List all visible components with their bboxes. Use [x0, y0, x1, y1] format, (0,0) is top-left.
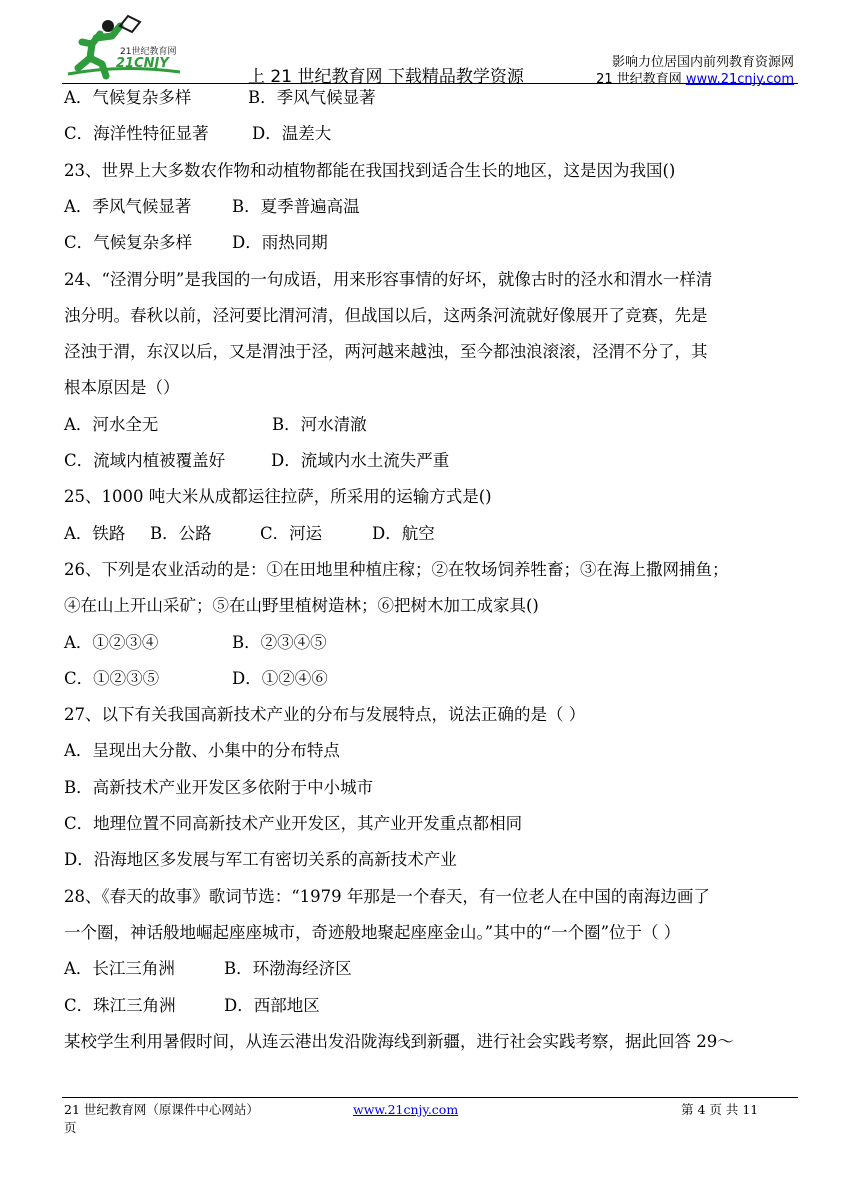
answer-option: C．海洋性特征显著 [64, 124, 209, 144]
answer-option: C．气候复杂多样 [64, 233, 193, 253]
answer-option: C．①②③⑤ [64, 668, 160, 688]
answer-option: C．流域内植被覆盖好 [64, 451, 226, 470]
header-divider [62, 83, 798, 84]
answer-option: B．季风气候显著 [248, 88, 376, 107]
footer-site-name: 21 世纪教育网（原课件中心网站） [64, 1102, 259, 1117]
answer-option: A．河水全无 [64, 414, 159, 434]
logo-text-top: 21世纪教育网 [120, 47, 177, 57]
answer-option: B．②③④⑤ [232, 632, 327, 652]
text-line: 27、以下有关我国高新技术产业的分布与发展特点，说法正确的是（ ） [64, 705, 586, 725]
text-line: C．地理位置不同高新技术产业开发区，其产业开发重点都相同 [64, 814, 523, 833]
text-line: D．沿海地区多发展与军工有密切关系的高新技术产业 [64, 850, 457, 870]
answer-option: D．西部地区 [224, 995, 320, 1015]
text-line: 根本原因是（） [64, 378, 180, 398]
header-site-name: 21 世纪教育网 [596, 72, 686, 87]
logo-text-bottom: 21CNJY [116, 56, 169, 71]
answer-option: D．雨热同期 [232, 233, 328, 253]
answer-option: C．河运 [260, 523, 323, 543]
answer-option: D．流域内水土流失严重 [271, 451, 450, 470]
answer-option: D．航空 [372, 523, 435, 543]
footer-page-number-wrap: 页 [64, 1120, 77, 1135]
header-site-link[interactable]: www.21cnjy.com [685, 72, 794, 87]
footer-page-number: 第 4 页 共 11 [681, 1102, 759, 1117]
text-line: 23、世界上大多数农作物和动植物都能在我国找到适合生长的地区，这是因为我国() [64, 160, 676, 180]
answer-option: D．①②④⑥ [232, 668, 328, 688]
answer-option: A．铁路 [64, 523, 126, 543]
answer-option: B．河水清澈 [272, 414, 367, 434]
answer-option: B．公路 [150, 523, 212, 543]
header-tagline-line2 [596, 71, 794, 88]
site-logo[interactable] [62, 14, 187, 80]
text-line: 某校学生利用暑假时间，从连云港出发沿陇海线到新疆，进行社会实践考察，据此回答 29～ [64, 1031, 734, 1051]
answer-option: A．气候复杂多样 [64, 88, 192, 107]
text-line: 泾浊于渭，东汉以后，又是渭浊于泾，两河越来越浊，至今都浊浪滚滚，泾渭不分了，其 [64, 342, 708, 362]
logo-flag [120, 16, 140, 32]
text-line: 28、《春天的故事》歌词节选：“1979 年那是一个春天，有一位老人在中国的南海边画了 [64, 886, 710, 906]
text-line: A．呈现出大分散、小集中的分布特点 [64, 741, 340, 761]
answer-option: D．温差大 [252, 124, 332, 144]
text-line: ④在山上开山采矿；⑤在山野里植树造林；⑥把树木加工成家具() [64, 596, 539, 616]
text-line: B．高新技术产业开发区多依附于中小城市 [64, 777, 374, 797]
header-tagline-line1: 影响力位居国内前列教育资源网 [611, 55, 794, 70]
answer-option: A．长江三角洲 [64, 959, 175, 979]
page-header [62, 14, 798, 87]
answer-option: B．环渤海经济区 [224, 959, 352, 979]
answer-option: A．季风气候显著 [64, 196, 192, 216]
header-title: 上 21 世纪教育网 下载精品教学资源 [248, 67, 524, 87]
text-line: 一个圈，神话般地崛起座座城市，奇迹般地聚起座座金山。”其中的“一个圈”位于（ ） [64, 922, 681, 942]
answer-option: B．夏季普遍高温 [232, 196, 360, 216]
answer-option: A．①②③④ [64, 632, 159, 652]
text-line: 26、下列是农业活动的是：①在田地里种植庄稼；②在牧场饲养牲畜；③在海上撒网捕鱼； [64, 559, 729, 579]
footer-site-link[interactable]: www.21cnjy.com [353, 1102, 459, 1117]
text-line: 25、1000 吨大米从成都运往拉萨，所采用的运输方式是() [64, 487, 492, 507]
text-line: 24、“泾渭分明”是我国的一句成语，用来形容事情的好坏，就像古时的泾水和渭水一样清 [64, 269, 713, 289]
footer-divider [62, 1097, 798, 1098]
answer-option: C．珠江三角洲 [64, 995, 176, 1015]
text-line: 浊分明。春秋以前，泾河要比渭河清，但战国以后，这两条河流就好像展开了竞赛，先是 [64, 305, 708, 325]
